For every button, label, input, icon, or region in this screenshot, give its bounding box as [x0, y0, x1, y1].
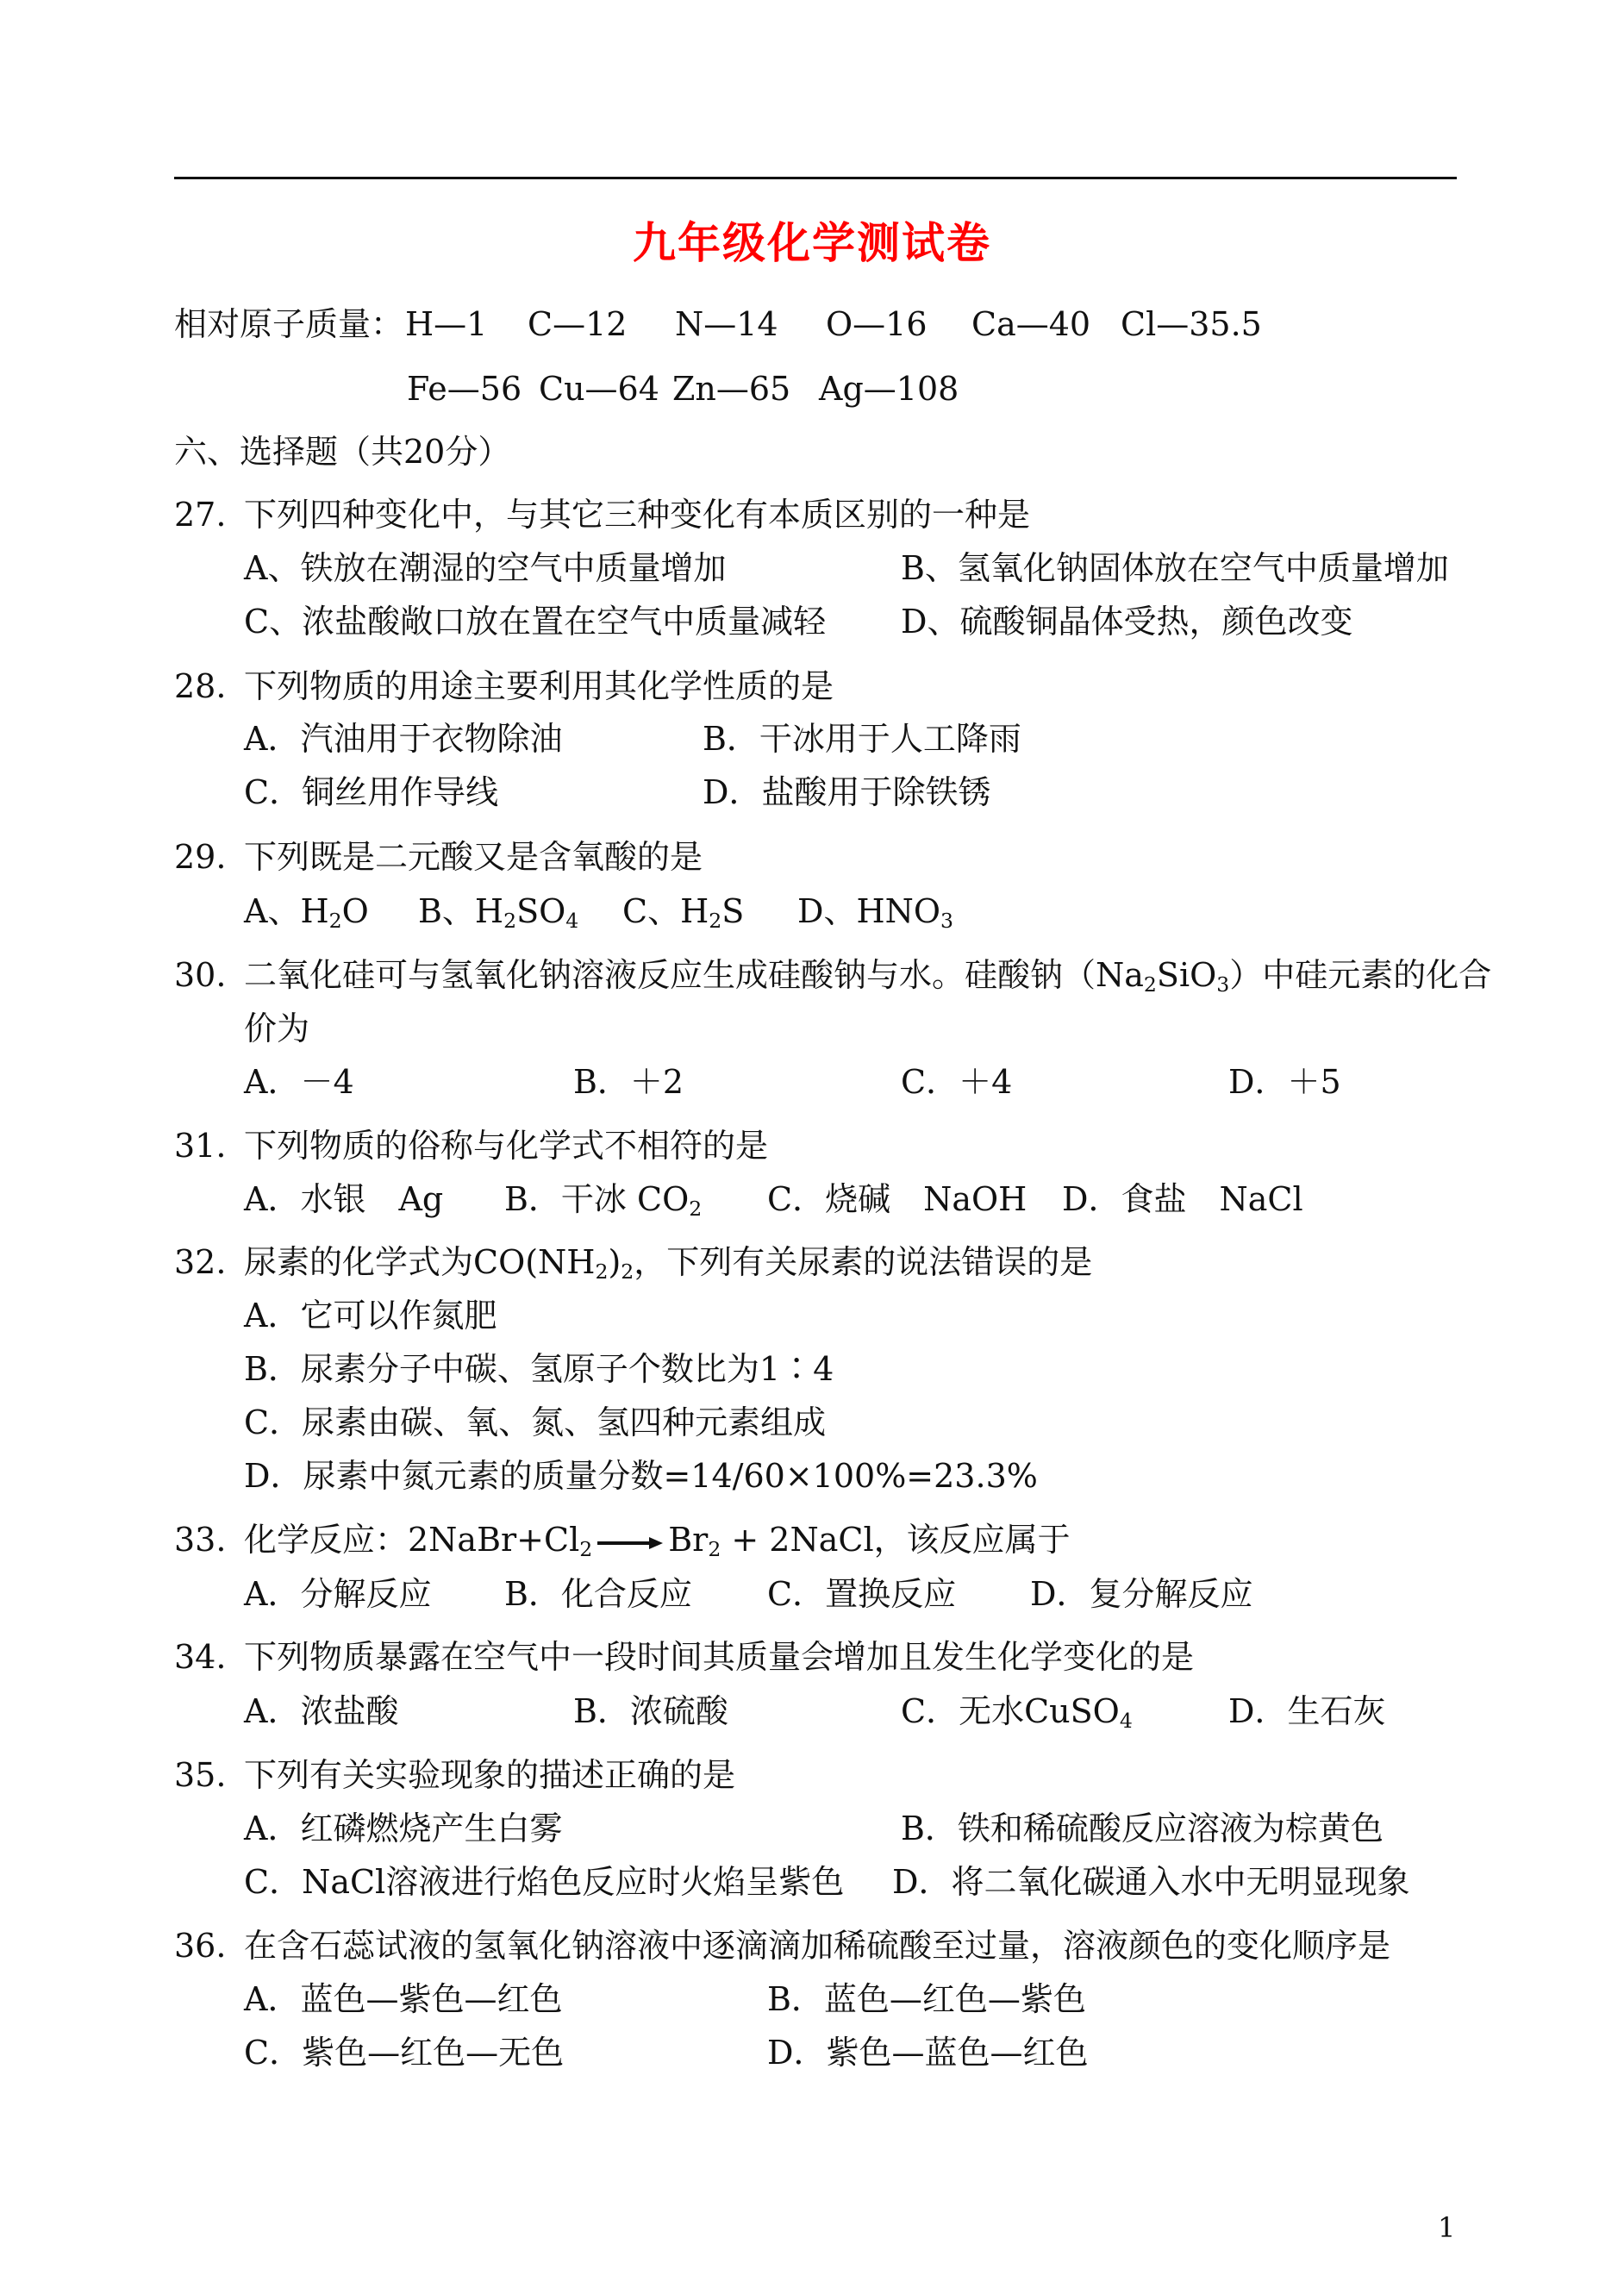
q36-option-a: A．蓝色—紫色—红色	[244, 1980, 563, 2018]
q34-option-b: B．浓硫酸	[573, 1692, 728, 1730]
q30-stem-continued: 价为	[244, 1009, 310, 1047]
q34-option-c: C．无水CuSO$_4$	[901, 1692, 1133, 1733]
q30-option-d: D．＋5	[1228, 1063, 1341, 1101]
q33-option-a: A．分解反应	[244, 1575, 432, 1613]
q31-option-a: A．水银 Ag	[244, 1180, 444, 1218]
q33-option-c: C．置换反应	[767, 1575, 957, 1613]
q31-option-b: B．干冰 $CO_2$	[504, 1180, 703, 1221]
header-rule	[174, 177, 1457, 179]
q31-option-c: C．烧碱 NaOH	[767, 1180, 1027, 1218]
mass-fe: Fe—56	[407, 370, 522, 408]
mass-n: N—14	[675, 305, 778, 343]
q31-number: 31.	[174, 1127, 227, 1165]
section-heading: 六、选择题（共20分）	[174, 433, 511, 471]
q28-number: 28.	[174, 667, 227, 705]
q28-option-a: A．汽油用于衣物除油	[244, 720, 563, 758]
q31-stem: 下列物质的俗称与化学式不相符的是	[244, 1127, 769, 1165]
q35-option-d: D．将二氧化碳通入水中无明显现象	[892, 1863, 1410, 1901]
q27-option-b: B、氢氧化钠固体放在空气中质量增加	[901, 549, 1449, 587]
q27-option-a: A、铁放在潮湿的空气中质量增加	[244, 549, 727, 587]
q34-number: 34.	[174, 1638, 227, 1676]
q33-option-d: D．复分解反应	[1030, 1575, 1253, 1613]
q35-option-b: B．铁和稀硫酸反应溶液为棕黄色	[901, 1810, 1384, 1847]
mass-o: O—16	[826, 305, 928, 343]
q32-option-c: C．尿素由碳、氧、氮、氢四种元素组成	[244, 1403, 827, 1441]
page-number: 1	[1438, 2211, 1456, 2244]
q30-option-c: C．＋4	[901, 1063, 1013, 1101]
q36-option-d: D．紫色—蓝色—红色	[767, 2034, 1089, 2072]
mass-c: C—12	[528, 305, 628, 343]
mass-zn: Zn—65	[672, 370, 791, 408]
q29-option-d: D、$HNO_3$	[797, 892, 953, 933]
q27-option-c: C、浓盐酸敞口放在置在空气中质量减轻	[244, 603, 827, 641]
mass-cu: Cu—64	[539, 370, 659, 408]
q30-option-b: B．＋2	[573, 1063, 684, 1101]
q27-stem: 下列四种变化中，与其它三种变化有本质区别的一种是	[244, 496, 1031, 534]
q31-option-d: D．食盐 NaCl	[1062, 1180, 1303, 1218]
q33-stem: 化学反应：$2NaBr+Cl_2$ $Br_2$ + 2NaCl，该反应属于	[244, 1521, 1071, 1561]
q34-option-a: A．浓盐酸	[244, 1692, 399, 1730]
q29-stem: 下列既是二元酸又是含氧酸的是	[244, 838, 703, 876]
q35-stem: 下列有关实验现象的描述正确的是	[244, 1756, 736, 1794]
q32-option-d: D．尿素中氮元素的质量分数=14/60×100%=23.3%	[244, 1457, 1038, 1495]
q36-number: 36.	[174, 1927, 227, 1965]
page-title: 九年级化学测试卷	[633, 217, 991, 268]
q30-stem: 二氧化硅可与氢氧化钠溶液反应生成硅酸钠与水。硅酸钠$(Na_2SiO_3)$中硅元素的化合	[244, 956, 1492, 997]
mass-ag: Ag—108	[819, 370, 959, 408]
q36-option-c: C．紫色—红色—无色	[244, 2034, 565, 2072]
q29-number: 29.	[174, 838, 227, 876]
q35-number: 35.	[174, 1756, 227, 1794]
q34-option-d: D．生石灰	[1228, 1692, 1386, 1730]
q36-stem: 在含石蕊试液的氢氧化钠溶液中逐滴滴加稀硫酸至过量，溶液颜色的变化顺序是	[244, 1927, 1391, 1965]
q27-number: 27.	[174, 496, 227, 534]
q33-number: 33.	[174, 1521, 227, 1559]
q32-option-a: A．它可以作氮肥	[244, 1297, 497, 1335]
q32-number: 32.	[174, 1243, 227, 1281]
q32-option-b: B．尿素分子中碳、氢原子个数比为1∶4	[244, 1350, 834, 1388]
q29-option-b: B、$H_2SO_4$	[418, 892, 579, 933]
q30-option-a: A．－4	[244, 1063, 354, 1101]
q35-option-c: C．NaCl溶液进行焰色反应时火焰呈紫色	[244, 1863, 845, 1901]
mass-ca: Ca—40	[971, 305, 1091, 343]
q29-option-a: A、$H_2O$	[244, 892, 369, 933]
mass-h: H—1	[405, 305, 488, 343]
q28-option-d: D．盐酸用于除铁锈	[703, 773, 991, 811]
q27-option-d: D、硫酸铜晶体受热，颜色改变	[901, 603, 1353, 641]
q33-option-b: B．化合反应	[504, 1575, 692, 1613]
q28-option-c: C．铜丝用作导线	[244, 773, 499, 811]
q28-stem: 下列物质的用途主要利用其化学性质的是	[244, 667, 834, 705]
q34-stem: 下列物质暴露在空气中一段时间其质量会增加且发生化学变化的是	[244, 1638, 1195, 1676]
q36-option-b: B．蓝色—红色—紫色	[767, 1980, 1086, 2018]
q29-option-c: C、$H_2S$	[622, 892, 745, 933]
q28-option-b: B．干冰用于人工降雨	[703, 720, 1021, 758]
q32-stem: 尿素的化学式为$CO(NH_2)_2$，下列有关尿素的说法错误的是	[244, 1243, 1093, 1284]
mass-cl: Cl—35.5	[1121, 305, 1262, 343]
reaction-arrow-icon	[596, 1535, 665, 1552]
atomic-mass-label: 相对原子质量：	[174, 305, 404, 343]
q35-option-a: A．红磷燃烧产生白雾	[244, 1810, 563, 1847]
q30-number: 30.	[174, 956, 227, 994]
